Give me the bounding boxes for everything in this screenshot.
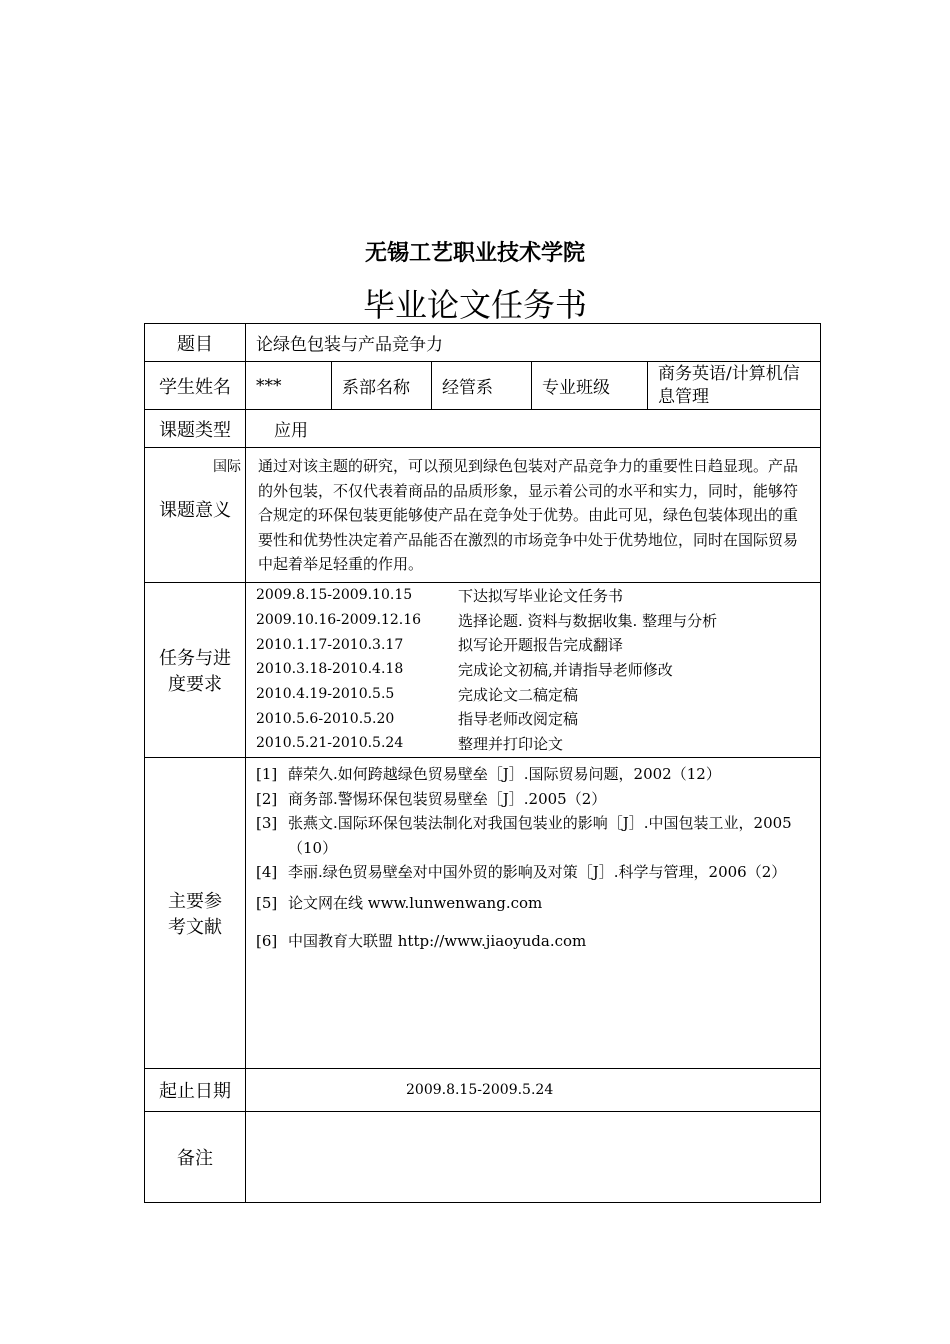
- reference-number: [2]: [256, 789, 278, 808]
- dept-value: 经管系: [432, 362, 532, 410]
- schedule-label-line1: 任务与进: [159, 648, 231, 669]
- reference-item: [256, 891, 812, 916]
- schedule-list: [246, 583, 821, 758]
- references-list: [246, 758, 821, 1069]
- topic-value: 论绿色包装与产品竞争力: [246, 324, 821, 362]
- reference-text: 张燕文.国际环保包装法制化对我国包装业的影响［J］.中国包装工业，2005（10）: [288, 814, 792, 857]
- reference-text: 论文网在线 www.lunwenwang.com: [288, 893, 543, 912]
- schedule-task: 下达拟写毕业论文任务书: [458, 586, 624, 605]
- student-value: ***: [246, 362, 332, 410]
- reference-text: 李丽.绿色贸易壁垒对中国外贸的影响及对策［J］.科学与管理，2006（2）: [288, 863, 787, 881]
- schedule-date: 2010.3.18-2010.4.18: [256, 661, 404, 678]
- schedule-item: [256, 731, 820, 756]
- dates-value: 2009.8.15-2009.5.24: [246, 1069, 821, 1112]
- schedule-item: [256, 608, 820, 633]
- schedule-item: [256, 632, 820, 657]
- references-row: [145, 758, 821, 1069]
- schedule-date: 2009.10.16-2009.12.16: [256, 612, 422, 629]
- schedule-task: 完成论文二稿定稿: [458, 685, 579, 704]
- student-row: [145, 362, 821, 410]
- schedule-date: 2009.8.15-2009.10.15: [256, 587, 413, 604]
- student-label: 学生姓名: [145, 362, 246, 410]
- notes-value: [246, 1112, 821, 1203]
- dept-label: 系部名称: [332, 362, 432, 410]
- notes-label: 备注: [145, 1112, 246, 1203]
- schedule-date: 2010.5.6-2010.5.20: [256, 710, 395, 727]
- significance-text: 通过对该主题的研究，可以预见到绿色包装对产品竞争力的重要性日趋显现。产品的外包装，不仅代表着商品的品质形象，显示着公司的水平和实力，同时，能够符合规定的环保包装更能够使产品在竞争处于优势。由此可见，绿色包装体现出的重要性和优势性决定着产品能否在激烈的市场竞争中处于优势地位，同时在国际贸易中起着举足轻重的作用。: [246, 448, 821, 583]
- reference-item: [256, 860, 812, 885]
- schedule-task: 选择论题. 资料与数据收集. 整理与分析: [458, 611, 718, 630]
- reference-text: 薛荣久.如何跨越绿色贸易壁垒［J］.国际贸易问题，2002（12）: [288, 765, 721, 783]
- schedule-item: [256, 583, 820, 608]
- schedule-item: [256, 706, 820, 731]
- schedule-task: 拟写论开题报告完成翻译: [458, 636, 624, 655]
- references-label-line2: 考文献: [168, 917, 222, 938]
- reference-number: [1]: [256, 765, 278, 783]
- reference-number: [3]: [256, 814, 278, 832]
- school-name: 无锡工艺职业技术学院: [364, 241, 585, 266]
- reference-text: 商务部.警惕环保包装贸易壁垒［J］.2005（2）: [288, 789, 607, 808]
- task-form-table: [144, 323, 821, 1203]
- type-label: 课题类型: [145, 410, 246, 448]
- schedule-item: [256, 682, 820, 707]
- dates-row: [145, 1069, 821, 1112]
- significance-label: 课题意义: [159, 500, 231, 521]
- schedule-item: [256, 657, 820, 682]
- significance-row: [145, 448, 821, 583]
- schedule-task: 完成论文初稿,并请指导老师修改: [458, 660, 673, 679]
- class-label: 专业班级: [532, 362, 648, 410]
- schedule-label-line2: 度要求: [168, 674, 222, 695]
- class-value: 商务英语/计算机信息管理: [648, 362, 821, 410]
- reference-item: [256, 762, 812, 787]
- significance-sub-label: 国际: [213, 459, 241, 475]
- schedule-task: 指导老师改阅定稿: [458, 710, 579, 729]
- notes-row: [145, 1112, 821, 1203]
- reference-text: 中国教育大联盟 http://www.jiaoyuda.com: [288, 932, 587, 950]
- topic-row: [145, 324, 821, 362]
- reference-item: [256, 787, 812, 812]
- reference-number: [5]: [256, 893, 278, 912]
- dates-label: 起止日期: [145, 1069, 246, 1112]
- references-label-line1: 主要参: [168, 891, 222, 912]
- type-value: 应用: [246, 410, 821, 448]
- reference-number: [6]: [256, 932, 278, 950]
- schedule-row: [145, 583, 821, 758]
- schedule-task: 整理并打印论文: [458, 734, 564, 753]
- reference-number: [4]: [256, 863, 278, 881]
- schedule-date: 2010.1.17-2010.3.17: [256, 636, 404, 653]
- type-row: [145, 410, 821, 448]
- reference-item: [256, 811, 812, 860]
- schedule-date: 2010.5.21-2010.5.24: [256, 735, 404, 752]
- schedule-date: 2010.4.19-2010.5.5: [256, 686, 395, 703]
- document-title: 毕业论文任务书: [362, 286, 587, 324]
- reference-item: [256, 929, 812, 954]
- topic-label: 题目: [145, 324, 246, 362]
